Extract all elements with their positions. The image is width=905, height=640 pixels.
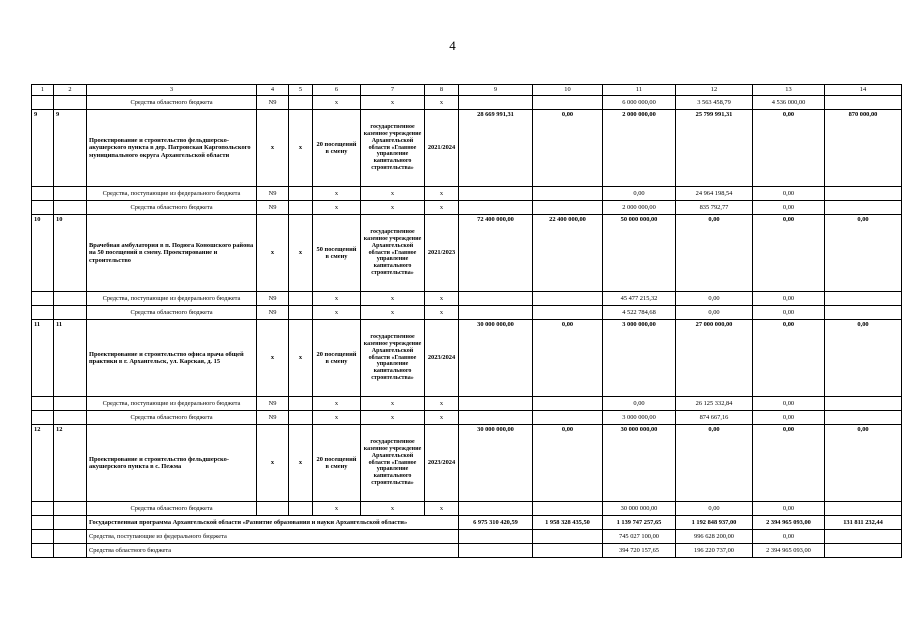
cell: 0,00 <box>753 320 825 397</box>
capacity: 50 посещений в смену <box>313 215 361 292</box>
row-number: 12 <box>32 425 54 502</box>
cell: x <box>361 502 425 516</box>
row-number: 12 <box>54 425 87 502</box>
table-row <box>32 530 902 544</box>
cell: x <box>361 96 425 110</box>
object-name: Проектирование и строительство офиса врача общей практики в г. Архангельск, ул. Карская, д. 15 <box>87 320 257 397</box>
cell: 2 394 965 093,00 <box>753 516 825 530</box>
program-total-row <box>32 516 902 530</box>
organization: государственное казенное учреждение Архангельской области «Главное управление капитального строительства» <box>361 215 425 292</box>
header-cell: 8 <box>425 85 459 96</box>
cell: 0,00 <box>753 502 825 516</box>
cell: 131 811 232,44 <box>825 516 902 530</box>
capacity: 20 посещений в смену <box>313 425 361 502</box>
header-cell: 12 <box>676 85 753 96</box>
program-title: Государственная программа Архангельской области «Развитие образования и науки Архангельской области» <box>87 516 459 530</box>
source-label: Средства, поступающие из федерального бюджета <box>87 292 257 306</box>
header-cell: 7 <box>361 85 425 96</box>
cell: 2 000 000,00 <box>603 201 676 215</box>
organization: государственное казенное учреждение Архангельской области «Главное управление капитального строительства» <box>361 110 425 187</box>
cell: x <box>425 201 459 215</box>
cell: x <box>313 411 361 425</box>
cell: 0,00 <box>753 530 825 544</box>
cell: 3 000 000,00 <box>603 411 676 425</box>
cell: 30 000 000,00 <box>459 425 533 502</box>
row-number: 11 <box>54 320 87 397</box>
cell: x <box>313 502 361 516</box>
cell: 0,00 <box>825 215 902 292</box>
row-number: 10 <box>32 215 54 292</box>
cell: 0,00 <box>753 201 825 215</box>
cell: 394 720 157,65 <box>603 544 676 558</box>
cell: x <box>361 411 425 425</box>
cell: 0,00 <box>753 306 825 320</box>
cell: 0,00 <box>533 110 603 187</box>
cell: 0,00 <box>603 397 676 411</box>
cell: 0,00 <box>676 306 753 320</box>
cell: 3 000 000,00 <box>603 320 676 397</box>
cell: x <box>257 320 289 397</box>
cell: N9 <box>257 306 289 320</box>
cell: x <box>257 215 289 292</box>
cell: 996 628 200,00 <box>676 530 753 544</box>
cell: 0,00 <box>753 110 825 187</box>
cell: 0,00 <box>825 320 902 397</box>
organization: государственное казенное учреждение Архангельской области «Главное управление капитального строительства» <box>361 425 425 502</box>
cell: x <box>313 96 361 110</box>
header-cell: 13 <box>753 85 825 96</box>
years: 2021/2023 <box>425 215 459 292</box>
table-row <box>32 397 902 411</box>
cell: 1 139 747 257,65 <box>603 516 676 530</box>
cell: 1 958 328 435,50 <box>533 516 603 530</box>
cell: 0,00 <box>753 411 825 425</box>
cell: x <box>425 306 459 320</box>
table-row <box>32 201 902 215</box>
source-label: Средства областного бюджета <box>87 96 257 110</box>
cell: 0,00 <box>533 425 603 502</box>
cell: x <box>289 215 313 292</box>
cell: 27 000 000,00 <box>676 320 753 397</box>
cell: x <box>257 425 289 502</box>
cell: 0,00 <box>753 292 825 306</box>
source-label: Средства областного бюджета <box>87 306 257 320</box>
cell: x <box>425 502 459 516</box>
cell: 4 536 000,00 <box>753 96 825 110</box>
cell: 874 667,16 <box>676 411 753 425</box>
cell: N9 <box>257 187 289 201</box>
header-cell: 14 <box>825 85 902 96</box>
cell: x <box>361 306 425 320</box>
cell: 0,00 <box>825 425 902 502</box>
object-name: Проектирование и строительство фельдшерско-акушерского пункта в дер. Патровская Каргопольского муниципального округа Архангельской области <box>87 110 257 187</box>
cell: 1 192 848 937,00 <box>676 516 753 530</box>
header-cell: 11 <box>603 85 676 96</box>
cell: 0,00 <box>753 397 825 411</box>
cell: x <box>313 306 361 320</box>
header-cell: 1 <box>32 85 54 96</box>
cell: 28 669 991,31 <box>459 110 533 187</box>
capacity: 20 посещений в смену <box>313 110 361 187</box>
table-row <box>32 502 902 516</box>
cell: N9 <box>257 397 289 411</box>
header-cell: 3 <box>87 85 257 96</box>
cell: N9 <box>257 292 289 306</box>
cell: 870 000,00 <box>825 110 902 187</box>
table-row <box>32 544 902 558</box>
cell: 72 400 000,00 <box>459 215 533 292</box>
financing-table <box>31 84 902 558</box>
source-label: Средства областного бюджета <box>87 411 257 425</box>
cell: 835 792,77 <box>676 201 753 215</box>
cell: x <box>313 292 361 306</box>
table-row <box>32 306 902 320</box>
cell: x <box>313 397 361 411</box>
header-cell: 10 <box>533 85 603 96</box>
cell: 6 975 310 420,59 <box>459 516 533 530</box>
table-row <box>32 292 902 306</box>
years: 2023/2024 <box>425 320 459 397</box>
cell: x <box>313 201 361 215</box>
cell: 4 522 784,68 <box>603 306 676 320</box>
table-row <box>32 320 902 397</box>
cell: x <box>425 292 459 306</box>
cell: x <box>313 187 361 201</box>
row-number: 10 <box>54 215 87 292</box>
header-cell: 6 <box>313 85 361 96</box>
source-label: Средства, поступающие из федерального бюджета <box>87 530 459 544</box>
cell: 45 477 215,32 <box>603 292 676 306</box>
organization: государственное казенное учреждение Архангельской области «Главное управление капитального строительства» <box>361 320 425 397</box>
cell: x <box>425 187 459 201</box>
cell: x <box>289 110 313 187</box>
header-cell: 4 <box>257 85 289 96</box>
cell: 22 400 000,00 <box>533 215 603 292</box>
source-label: Средства, поступающие из федерального бюджета <box>87 397 257 411</box>
cell: x <box>361 187 425 201</box>
cell: 30 000 000,00 <box>459 320 533 397</box>
cell: 0,00 <box>676 292 753 306</box>
cell: x <box>361 201 425 215</box>
cell: 6 000 000,00 <box>603 96 676 110</box>
cell: 3 563 458,79 <box>676 96 753 110</box>
table-row <box>32 96 902 110</box>
cell: 0,00 <box>676 215 753 292</box>
cell: 745 027 100,00 <box>603 530 676 544</box>
cell: x <box>425 397 459 411</box>
years: 2023/2024 <box>425 425 459 502</box>
table-row <box>32 215 902 292</box>
cell: 50 000 000,00 <box>603 215 676 292</box>
cell: 0,00 <box>753 215 825 292</box>
cell: N9 <box>257 411 289 425</box>
cell: x <box>289 425 313 502</box>
cell: 0,00 <box>753 425 825 502</box>
cell: 26 125 332,84 <box>676 397 753 411</box>
cell: 0,00 <box>753 187 825 201</box>
cell: 0,00 <box>533 320 603 397</box>
object-name: Врачебная амбулатория в п. Подюга Коношского района на 50 посещений в смену. Проектирование и строительство <box>87 215 257 292</box>
row-number: 9 <box>54 110 87 187</box>
header-cell: 9 <box>459 85 533 96</box>
header-cell: 2 <box>54 85 87 96</box>
cell: x <box>361 292 425 306</box>
page-number: 4 <box>449 38 456 53</box>
cell: 196 220 737,00 <box>676 544 753 558</box>
table-row <box>32 110 902 187</box>
cell: 0,00 <box>676 425 753 502</box>
cell: x <box>425 96 459 110</box>
cell: N9 <box>257 96 289 110</box>
cell: x <box>425 411 459 425</box>
source-label: Средства областного бюджета <box>87 544 459 558</box>
source-label: Средства, поступающие из федерального бюджета <box>87 187 257 201</box>
cell: N9 <box>257 201 289 215</box>
capacity: 20 посещений в смену <box>313 320 361 397</box>
header-cell: 5 <box>289 85 313 96</box>
cell: x <box>361 397 425 411</box>
cell: 25 799 991,31 <box>676 110 753 187</box>
table-row <box>32 425 902 502</box>
cell: 0,00 <box>676 502 753 516</box>
header-row <box>32 85 902 96</box>
cell: 30 000 000,00 <box>603 502 676 516</box>
source-label: Средства областного бюджета <box>87 201 257 215</box>
cell: 0,00 <box>603 187 676 201</box>
row-number: 9 <box>32 110 54 187</box>
source-label: Средства областного бюджета <box>87 502 257 516</box>
object-name: Проектирование и строительство фельдшерско-акушерского пункта в с. Пежма <box>87 425 257 502</box>
cell: x <box>257 110 289 187</box>
cell: 2 394 965 093,00 <box>753 544 825 558</box>
cell: 30 000 000,00 <box>603 425 676 502</box>
row-number: 11 <box>32 320 54 397</box>
cell: 24 964 198,54 <box>676 187 753 201</box>
cell: 2 000 000,00 <box>603 110 676 187</box>
table-row <box>32 187 902 201</box>
years: 2021/2024 <box>425 110 459 187</box>
cell: x <box>289 320 313 397</box>
table-row <box>32 411 902 425</box>
